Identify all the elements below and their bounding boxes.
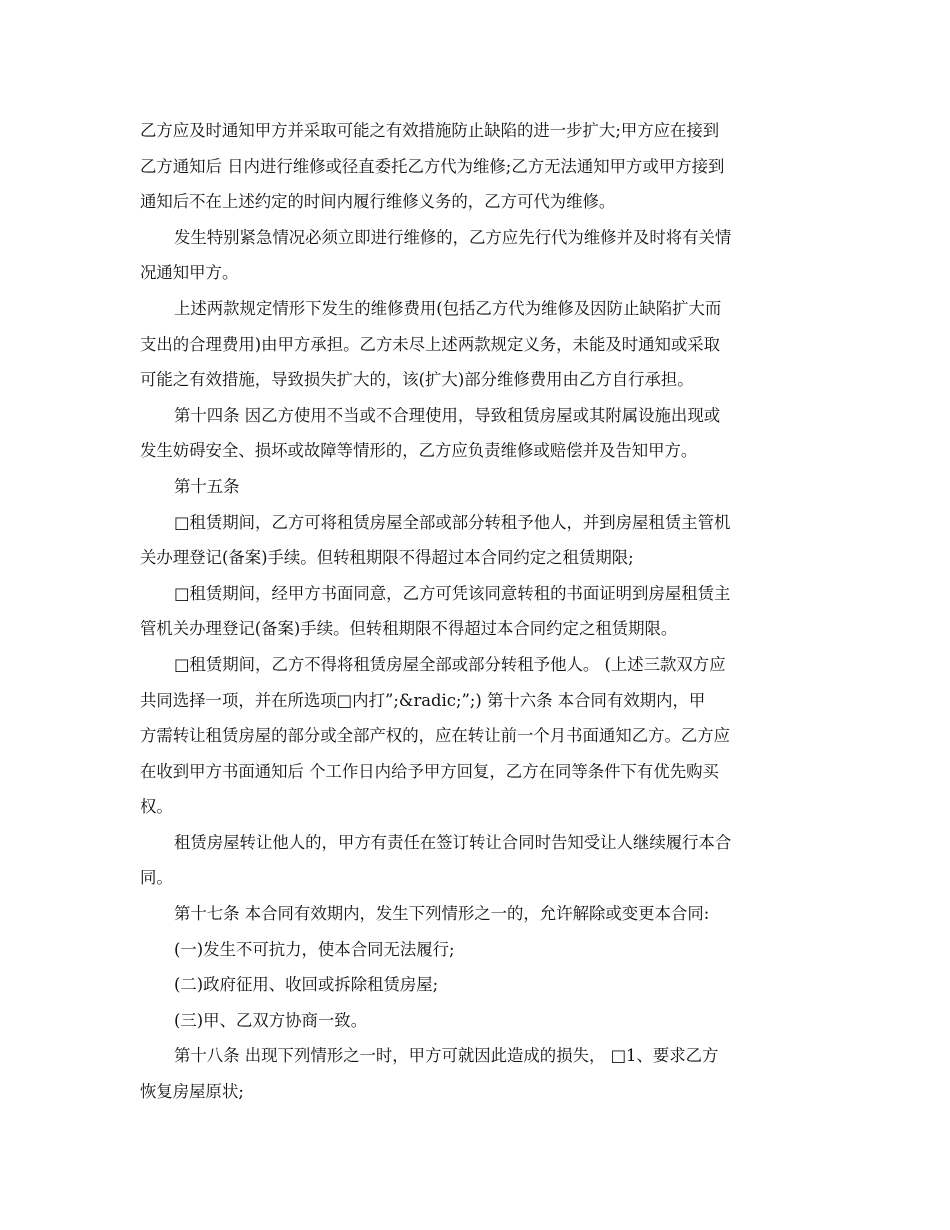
text-line-21: 租赁房屋转让他人的，甲方有责任在签订转让合同时告知受让人继续履行本合 — [174, 832, 732, 852]
text-line-22: 同。 — [140, 868, 173, 888]
text-line-20: 权。 — [140, 797, 173, 817]
text-line-8: 可能之有效措施，导致损失扩大的，该(扩大)部分维修费用由乙方自行承担。 — [140, 370, 694, 390]
text-line-6: 上述两款规定情形下发生的维修费用(包括乙方代为维修及因防止缺陷扩大而 — [174, 298, 722, 318]
text-line-5: 况通知甲方。 — [140, 263, 239, 283]
text-line-4: 发生特别紧急情况必须立即进行维修的，乙方应先行代为维修并及时将有关情 — [174, 227, 732, 247]
text-line-24: (一)发生不可抗力，使本合同无法履行; — [174, 939, 455, 959]
text-line-2: 乙方通知后 日内进行维修或径直委托乙方代为维修;乙方无法通知甲方或甲方接到 — [140, 156, 725, 176]
text-line-27: 第十八条 出现下列情形之一时，甲方可就因此造成的损失， □1、要求乙方 — [174, 1046, 719, 1066]
text-line-1: 乙方应及时通知甲方并采取可能之有效措施防止缺陷的进一步扩大;甲方应在接到 — [140, 121, 720, 140]
text-line-12: □租赁期间，乙方可将租赁房屋全部或部分转租予他人，并到房屋租赁主管机 — [174, 512, 731, 532]
text-line-28: 恢复房屋原状; — [140, 1082, 244, 1102]
text-line-26: (三)甲、乙双方协商一致。 — [174, 1010, 368, 1030]
text-line-15: 管机关办理登记(备案)手续。但转租期限不得超过本合同约定之租赁期限。 — [140, 619, 678, 639]
text-line-18: 方需转让租赁房屋的部分或全部产权的，应在转让前一个月书面通知乙方。乙方应 — [140, 726, 731, 746]
text-line-10: 发生妨碍安全、损坏或故障等情形的，乙方应负责维修或赔偿并及告知甲方。 — [140, 441, 698, 461]
text-line-7: 支出的合理费用)由甲方承担。乙方未尽上述两款规定义务，未能及时通知或采取 — [140, 334, 721, 354]
text-line-9: 第十四条 因乙方使用不当或不合理使用，导致租赁房屋或其附属设施出现或 — [174, 405, 721, 425]
text-line-25: (二)政府征用、收回或拆除租赁房屋; — [174, 975, 439, 995]
text-line-11: 第十五条 — [174, 476, 240, 496]
text-line-3: 通知后不在上述约定的时间内履行维修义务的，乙方可代为维修。 — [140, 192, 616, 212]
document-body — [140, 113, 812, 1110]
text-line-17: 共同选择一项，并在所选项□内打”;&radic;”;) 第十六条 本合同有效期内，甲 — [140, 690, 706, 710]
text-line-23: 第十七条 本合同有效期内，发生下列情形之一的，允许解除或变更本合同: — [174, 904, 710, 924]
text-line-14: □租赁期间，经甲方书面同意，乙方可凭该同意转租的书面证明到房屋租赁主 — [174, 583, 731, 603]
text-line-16: □租赁期间，乙方不得将租赁房屋全部或部分转租予他人。 (上述三款双方应 — [174, 654, 726, 674]
text-line-13: 关办理登记(备案)手续。但转租期限不得超过本合同约定之租赁期限; — [140, 548, 634, 568]
text-line-19: 在收到甲方书面通知后 个工作日内给予甲方回复，乙方在同等条件下有优先购买 — [140, 761, 719, 781]
